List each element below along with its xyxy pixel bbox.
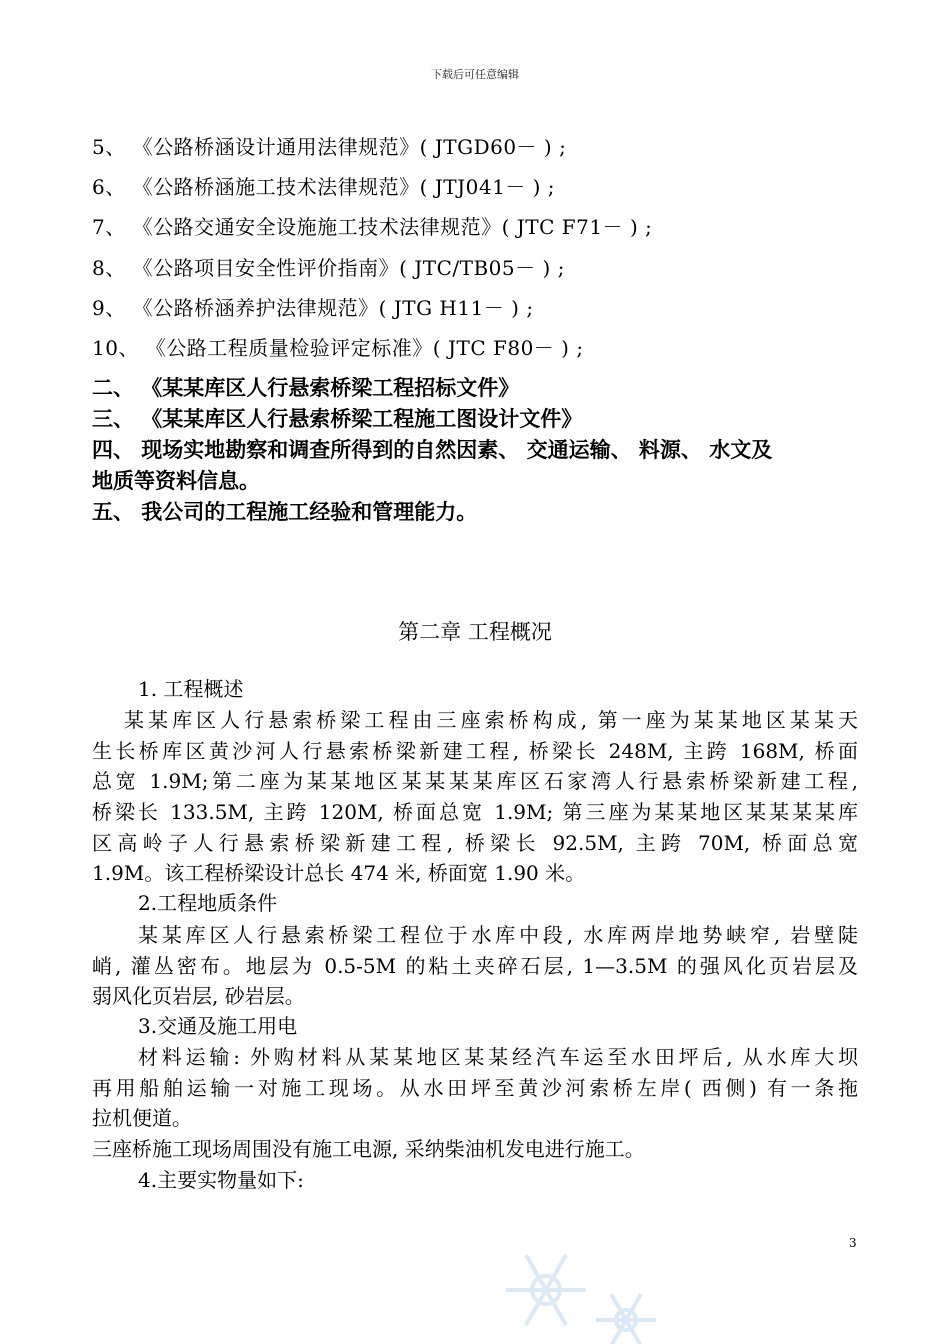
reference-item: 10、 《公路工程质量检验评定标准》( JTC F80－ ) ;	[92, 336, 584, 360]
paragraph-line: 1.9M。该工程桥梁设计总长 474 米, 桥面宽 1.90 米。	[92, 861, 586, 885]
reference-item: 7、 《公路交通安全设施施工技术法律规范》( JTC F71－ ) ;	[92, 215, 653, 239]
reference-item: 6、 《公路桥涵施工技术法律规范》( JTJ041－ ) ;	[92, 175, 556, 199]
paragraph-line: 生长桥库区黄沙河人行悬索桥梁新建工程, 桥梁长 248M, 主跨 168M, 桥面	[92, 739, 858, 763]
paragraph-line: 材料运输: 外购材料从某某地区某某经汽车运至水田坪后, 从水库大坝	[138, 1045, 858, 1069]
paragraph-line: 再用船舶运输一对施工现场。从水田坪至黄沙河索桥左岸( 西侧) 有一条拖	[92, 1076, 858, 1100]
page-header: 下载后可任意编辑	[431, 68, 519, 81]
paragraph-line: 总宽 1.9M;第二座为某某地区某某某某库区石家湾人行悬索桥梁新建工程,	[92, 769, 858, 793]
paragraph-line: 峭, 灌丛密布。地层为 0.5-5M 的粘土夹碎石层, 1—3.5M 的强风化页岩层及	[92, 954, 858, 978]
watermark-icon	[496, 1230, 696, 1344]
page-number: 3	[849, 1236, 857, 1250]
chapter-title: 第二章 工程概况	[398, 620, 552, 644]
paragraph-line: 拉机便道。	[92, 1106, 192, 1130]
section-title: 4.主要实物量如下:	[138, 1168, 304, 1192]
paragraph-line: 区高岭子人行悬索桥梁新建工程, 桥梁长 92.5M, 主跨 70M, 桥面总宽	[92, 831, 858, 855]
bold-item: 地质等资料信息。	[92, 469, 260, 493]
paragraph-line: 弱风化页岩层, 砂岩层。	[92, 984, 305, 1008]
bold-item: 二、 《某某库区人行悬索桥梁工程招标文件》	[92, 376, 520, 400]
bold-item: 四、 现场实地勘察和调查所得到的自然因素、 交通运输、 料源、 水文及	[92, 438, 773, 462]
section-title: 2.工程地质条件	[138, 891, 278, 915]
reference-item: 5、 《公路桥涵设计通用法律规范》( JTGD60－ ) ;	[92, 135, 567, 159]
paragraph-line: 桥梁长 133.5M, 主跨 120M, 桥面总宽 1.9M; 第三座为某某地区某某某某库	[92, 800, 858, 824]
bold-item: 五、 我公司的工程施工经验和管理能力。	[92, 500, 478, 524]
section-title: 3.交通及施工用电	[138, 1014, 298, 1038]
bold-item: 三、 《某某库区人行悬索桥梁工程施工图设计文件》	[92, 407, 583, 431]
paragraph-line: 某某库区人行悬索桥梁工程位于水库中段, 水库两岸地势峡窄, 岩壁陡	[138, 923, 858, 947]
paragraph-line: 三座桥施工现场周围没有施工电源, 采纳柴油机发电进行施工。	[92, 1137, 645, 1161]
section-title: 1. 工程概述	[138, 677, 244, 701]
paragraph-line: 某某库区人行悬索桥梁工程由三座索桥构成, 第一座为某某地区某某天	[124, 708, 858, 732]
reference-item: 8、 《公路项目安全性评价指南》( JTC/TB05－ ) ;	[92, 256, 565, 280]
reference-item: 9、 《公路桥涵养护法律规范》( JTG H11－ ) ;	[92, 296, 534, 320]
